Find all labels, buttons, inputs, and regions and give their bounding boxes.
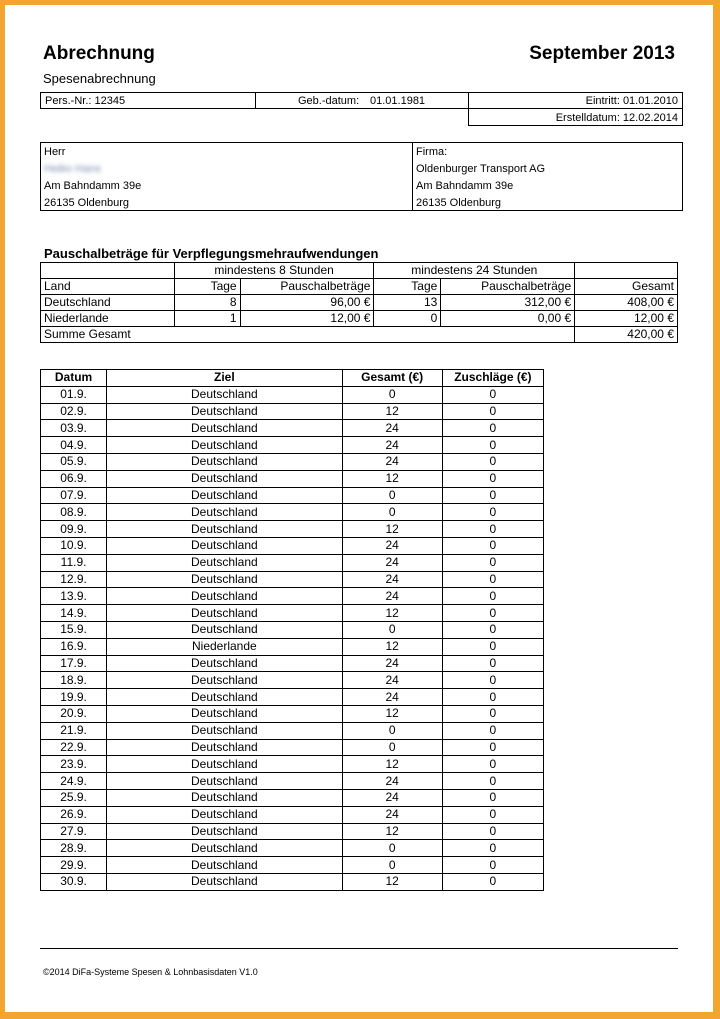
zuschlaege-cell: 0 <box>442 705 543 722</box>
datum-cell: 25.9. <box>41 789 107 806</box>
pauschal-summe-row <box>41 327 678 343</box>
pers-nr-box <box>40 92 256 109</box>
col-gesamt-eur: Gesamt (€) <box>342 370 442 387</box>
gesamt-cell: 24 <box>342 806 442 823</box>
pauschal-group-row <box>41 263 678 279</box>
gesamt-cell: 24 <box>342 672 442 689</box>
col-pausch-8: Pauschalbeträge <box>240 279 374 295</box>
tage8-cell: 1 <box>174 311 240 327</box>
ziel-cell: Deutschland <box>107 840 342 857</box>
ziel-cell: Deutschland <box>107 621 342 638</box>
datum-cell: 04.9. <box>41 437 107 454</box>
datum-cell: 23.9. <box>41 756 107 773</box>
gesamt-cell: 0 <box>342 722 442 739</box>
table-row <box>41 638 544 655</box>
zuschlaege-cell: 0 <box>442 823 543 840</box>
group-8-hours: mindestens 8 Stunden <box>174 263 374 279</box>
table-row <box>41 470 544 487</box>
zuschlaege-cell: 0 <box>442 722 543 739</box>
period-month: September 2013 <box>529 43 675 64</box>
ziel-cell: Deutschland <box>107 722 342 739</box>
table-row <box>41 453 544 470</box>
datum-cell: 11.9. <box>41 554 107 571</box>
salutation: Herr <box>44 146 66 158</box>
pauschal-row-deutschland <box>41 295 678 311</box>
table-row <box>41 571 544 588</box>
zuschlaege-cell: 0 <box>442 420 543 437</box>
table-row <box>41 789 544 806</box>
table-row <box>41 739 544 756</box>
gesamt-cell: 0 <box>342 739 442 756</box>
table-row <box>41 705 544 722</box>
zuschlaege-cell: 0 <box>442 873 543 890</box>
datum-cell: 30.9. <box>41 873 107 890</box>
gesamt-cell: 24 <box>342 437 442 454</box>
datum-cell: 19.9. <box>41 689 107 706</box>
ziel-cell: Deutschland <box>107 588 342 605</box>
gesamt-cell: 12,00 € <box>575 311 678 327</box>
company-address-box <box>412 142 683 211</box>
geb-datum-label: Geb.-datum: <box>298 95 360 107</box>
ziel-cell: Deutschland <box>107 773 342 790</box>
firma-label: Firma: <box>416 146 448 158</box>
zuschlaege-cell: 0 <box>442 504 543 521</box>
firma-street: Am Bahndamm 39e <box>416 180 514 192</box>
ziel-cell: Deutschland <box>107 789 342 806</box>
zuschlaege-cell: 0 <box>442 840 543 857</box>
gesamt-cell: 24 <box>342 571 442 588</box>
datum-cell: 29.9. <box>41 857 107 874</box>
zuschlaege-cell: 0 <box>442 470 543 487</box>
zuschlaege-cell: 0 <box>442 386 543 403</box>
employee-address-box <box>40 142 413 211</box>
ziel-cell: Deutschland <box>107 470 342 487</box>
gesamt-cell: 12 <box>342 521 442 538</box>
gesamt-cell: 12 <box>342 756 442 773</box>
zuschlaege-cell: 0 <box>442 453 543 470</box>
zuschlaege-cell: 0 <box>442 638 543 655</box>
ziel-cell: Deutschland <box>107 689 342 706</box>
table-row <box>41 403 544 420</box>
ziel-cell: Deutschland <box>107 655 342 672</box>
pauschal-empty-cell <box>41 263 175 279</box>
datum-cell: 18.9. <box>41 672 107 689</box>
table-row <box>41 672 544 689</box>
ziel-cell: Deutschland <box>107 386 342 403</box>
gesamt-cell: 12 <box>342 873 442 890</box>
table-row <box>41 689 544 706</box>
pausch24-cell: 0,00 € <box>441 311 575 327</box>
ziel-cell: Deutschland <box>107 806 342 823</box>
summe-value: 420,00 € <box>575 327 678 343</box>
eintritt-box <box>468 92 683 109</box>
tage24-cell: 0 <box>374 311 441 327</box>
table-row <box>41 521 544 538</box>
zuschlaege-cell: 0 <box>442 689 543 706</box>
table-row <box>41 756 544 773</box>
zuschlaege-cell: 0 <box>442 773 543 790</box>
pausch8-cell: 96,00 € <box>240 295 374 311</box>
zuschlaege-cell: 0 <box>442 739 543 756</box>
gesamt-cell: 0 <box>342 504 442 521</box>
gesamt-cell: 12 <box>342 605 442 622</box>
datum-cell: 14.9. <box>41 605 107 622</box>
ziel-cell: Deutschland <box>107 571 342 588</box>
ziel-cell: Deutschland <box>107 672 342 689</box>
datum-cell: 08.9. <box>41 504 107 521</box>
daily-header-row <box>41 370 544 387</box>
datum-cell: 02.9. <box>41 403 107 420</box>
ziel-cell: Deutschland <box>107 437 342 454</box>
gesamt-cell: 0 <box>342 621 442 638</box>
datum-cell: 16.9. <box>41 638 107 655</box>
zuschlaege-cell: 0 <box>442 655 543 672</box>
gesamt-cell: 24 <box>342 453 442 470</box>
ziel-cell: Deutschland <box>107 739 342 756</box>
table-row <box>41 420 544 437</box>
col-tage-24: Tage <box>374 279 441 295</box>
datum-cell: 26.9. <box>41 806 107 823</box>
zuschlaege-cell: 0 <box>442 588 543 605</box>
ziel-cell: Deutschland <box>107 554 342 571</box>
gesamt-cell: 12 <box>342 823 442 840</box>
table-row <box>41 437 544 454</box>
table-row <box>41 504 544 521</box>
table-row <box>41 840 544 857</box>
col-tage-8: Tage <box>174 279 240 295</box>
pauschal-row-niederlande <box>41 311 678 327</box>
employee-city: 26135 Oldenburg <box>44 197 130 209</box>
table-row <box>41 773 544 790</box>
zuschlaege-cell: 0 <box>442 789 543 806</box>
ziel-cell: Deutschland <box>107 453 342 470</box>
gesamt-cell: 12 <box>342 470 442 487</box>
table-row <box>41 537 544 554</box>
gesamt-cell: 24 <box>342 537 442 554</box>
datum-cell: 20.9. <box>41 705 107 722</box>
datum-cell: 15.9. <box>41 621 107 638</box>
summe-label: Summe Gesamt <box>41 327 575 343</box>
col-datum: Datum <box>41 370 107 387</box>
ziel-cell: Deutschland <box>107 705 342 722</box>
zuschlaege-cell: 0 <box>442 857 543 874</box>
col-gesamt: Gesamt <box>575 279 678 295</box>
ziel-cell: Deutschland <box>107 873 342 890</box>
table-row <box>41 873 544 890</box>
ziel-cell: Deutschland <box>107 537 342 554</box>
table-row <box>41 806 544 823</box>
col-pausch-24: Pauschalbeträge <box>441 279 575 295</box>
zuschlaege-cell: 0 <box>442 537 543 554</box>
gesamt-cell: 24 <box>342 655 442 672</box>
zuschlaege-cell: 0 <box>442 437 543 454</box>
employee-name: Heiko Hans <box>44 163 101 175</box>
datum-cell: 01.9. <box>41 386 107 403</box>
datum-cell: 17.9. <box>41 655 107 672</box>
datum-cell: 07.9. <box>41 487 107 504</box>
table-row <box>41 487 544 504</box>
tage8-cell: 8 <box>174 295 240 311</box>
datum-cell: 27.9. <box>41 823 107 840</box>
col-land: Land <box>41 279 175 295</box>
land-cell: Niederlande <box>41 311 175 327</box>
pauschal-header-row <box>41 279 678 295</box>
zuschlaege-cell: 0 <box>442 403 543 420</box>
col-ziel: Ziel <box>107 370 342 387</box>
zuschlaege-cell: 0 <box>442 672 543 689</box>
ziel-cell: Niederlande <box>107 638 342 655</box>
gesamt-cell: 0 <box>342 487 442 504</box>
gesamt-cell: 12 <box>342 403 442 420</box>
zuschlaege-cell: 0 <box>442 554 543 571</box>
col-zuschlaege: Zuschläge (€) <box>442 370 543 387</box>
ziel-cell: Deutschland <box>107 823 342 840</box>
datum-cell: 24.9. <box>41 773 107 790</box>
datum-cell: 22.9. <box>41 739 107 756</box>
ziel-cell: Deutschland <box>107 504 342 521</box>
land-cell: Deutschland <box>41 295 175 311</box>
eintritt: Eintritt: 01.01.2010 <box>585 95 678 107</box>
gesamt-cell: 24 <box>342 420 442 437</box>
pausch24-cell: 312,00 € <box>441 295 575 311</box>
zuschlaege-cell: 0 <box>442 571 543 588</box>
table-row <box>41 386 544 403</box>
footer-divider <box>40 948 678 949</box>
zuschlaege-cell: 0 <box>442 621 543 638</box>
table-row <box>41 621 544 638</box>
gesamt-cell: 24 <box>342 773 442 790</box>
gesamt-cell: 12 <box>342 638 442 655</box>
gesamt-cell: 0 <box>342 386 442 403</box>
datum-cell: 06.9. <box>41 470 107 487</box>
gesamt-cell: 24 <box>342 689 442 706</box>
ziel-cell: Deutschland <box>107 420 342 437</box>
firma-city: 26135 Oldenburg <box>416 197 502 209</box>
datum-cell: 12.9. <box>41 571 107 588</box>
zuschlaege-cell: 0 <box>442 756 543 773</box>
datum-cell: 03.9. <box>41 420 107 437</box>
gesamt-cell: 0 <box>342 840 442 857</box>
page-subtitle: Spesenabrechnung <box>43 71 156 86</box>
group-24-hours: mindestens 24 Stunden <box>374 263 575 279</box>
ziel-cell: Deutschland <box>107 605 342 622</box>
ziel-cell: Deutschland <box>107 756 342 773</box>
table-row <box>41 588 544 605</box>
datum-cell: 21.9. <box>41 722 107 739</box>
pauschal-table <box>40 262 678 343</box>
gesamt-cell: 24 <box>342 789 442 806</box>
ziel-cell: Deutschland <box>107 487 342 504</box>
pauschal-empty-cell <box>575 263 678 279</box>
daily-table <box>40 369 544 891</box>
employee-street: Am Bahndamm 39e <box>44 180 142 192</box>
table-row <box>41 722 544 739</box>
ziel-cell: Deutschland <box>107 403 342 420</box>
table-row <box>41 554 544 571</box>
table-row <box>41 655 544 672</box>
gesamt-cell: 0 <box>342 857 442 874</box>
geb-datum-value: 01.01.1981 <box>370 95 426 107</box>
datum-cell: 05.9. <box>41 453 107 470</box>
gesamt-cell: 12 <box>342 705 442 722</box>
pers-nr: Pers.-Nr.: 12345 <box>45 95 126 107</box>
ziel-cell: Deutschland <box>107 857 342 874</box>
table-row <box>41 857 544 874</box>
pauschal-title: Pauschalbeträge für Verpflegungsmehraufwendungen <box>44 246 379 261</box>
daily-table-body <box>41 386 544 890</box>
gesamt-cell: 24 <box>342 554 442 571</box>
erstelldatum: Erstelldatum: 12.02.2014 <box>555 112 678 124</box>
zuschlaege-cell: 0 <box>442 487 543 504</box>
document-page <box>5 5 713 1012</box>
datum-cell: 13.9. <box>41 588 107 605</box>
gesamt-cell: 408,00 € <box>575 295 678 311</box>
footer-text: ©2014 DiFa-Systeme Spesen & Lohnbasisdaten V1.0 <box>43 967 258 977</box>
pausch8-cell: 12,00 € <box>240 311 374 327</box>
table-row <box>41 823 544 840</box>
datum-cell: 10.9. <box>41 537 107 554</box>
zuschlaege-cell: 0 <box>442 521 543 538</box>
firma-name: Oldenburger Transport AG <box>416 163 546 175</box>
erstelldatum-box <box>468 108 683 126</box>
table-row <box>41 605 544 622</box>
zuschlaege-cell: 0 <box>442 806 543 823</box>
datum-cell: 09.9. <box>41 521 107 538</box>
gesamt-cell: 24 <box>342 588 442 605</box>
zuschlaege-cell: 0 <box>442 605 543 622</box>
page-title: Abrechnung <box>43 43 155 64</box>
geb-datum-box <box>255 92 469 109</box>
ziel-cell: Deutschland <box>107 521 342 538</box>
tage24-cell: 13 <box>374 295 441 311</box>
datum-cell: 28.9. <box>41 840 107 857</box>
